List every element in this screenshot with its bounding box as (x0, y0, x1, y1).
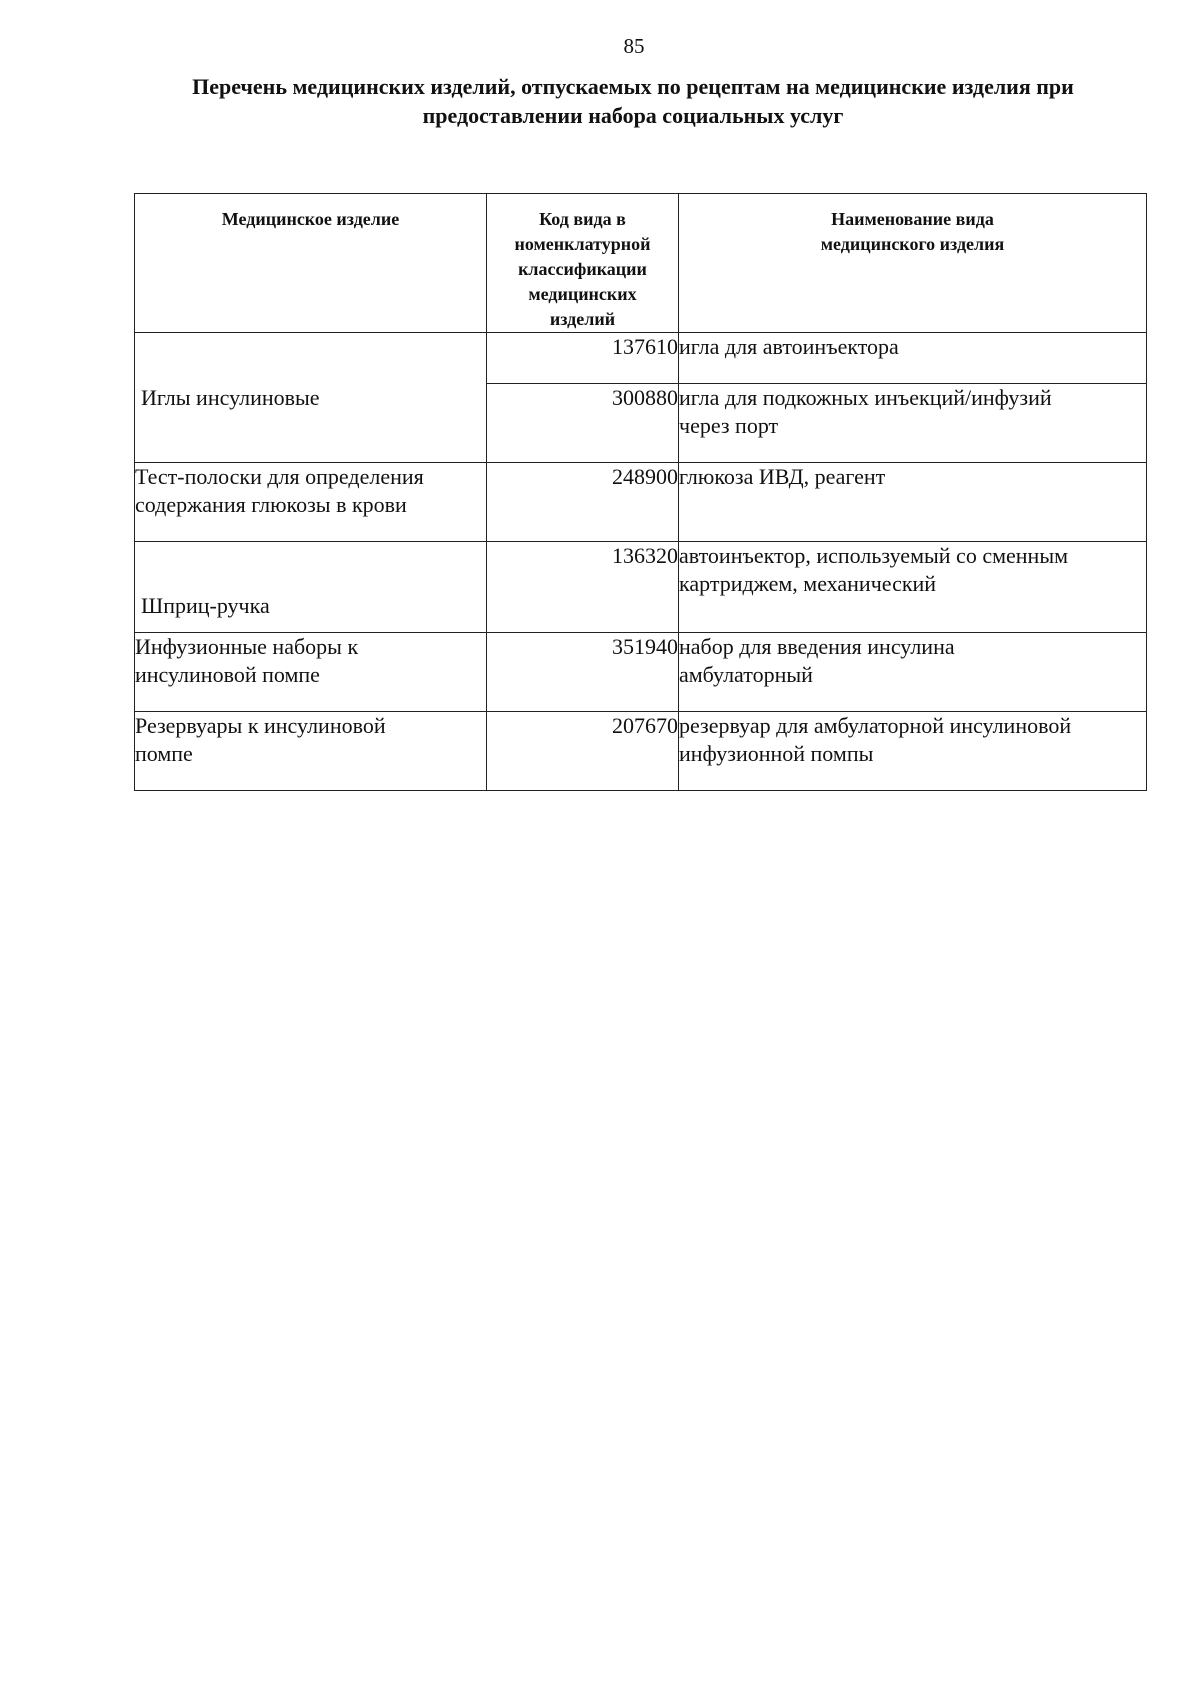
name-text: игла для автоинъектора (679, 334, 899, 359)
header-name (679, 194, 1147, 333)
name-cell (679, 463, 1147, 542)
device-text: Резервуары к инсулиновой (135, 713, 386, 738)
header-code-line: Код вида в (539, 209, 626, 229)
name-cell (679, 333, 1147, 384)
code-text: 207670 (612, 713, 678, 738)
header-code-line: медицинских (528, 284, 637, 304)
device-cell (135, 633, 487, 712)
code-text: 136320 (612, 543, 678, 568)
device-text: содержания глюкозы в крови (135, 492, 407, 517)
header-name-line: Наименование вида (831, 209, 994, 229)
name-cell (679, 542, 1147, 633)
name-text: через порт (679, 413, 779, 438)
device-text: Инфузионные наборы к (135, 634, 359, 659)
header-code-line: классификации (518, 259, 647, 279)
name-cell (679, 384, 1147, 463)
code-cell (487, 463, 679, 542)
device-cell (135, 542, 487, 633)
document-title-line-1: Перечень медицинских изделий, отпускаемых по рецептам на медицинские изделия при (192, 74, 1074, 99)
page-number: 85 (623, 34, 645, 58)
device-text: Тест-полоски для определения (135, 464, 424, 489)
name-text: картриджем, механический (679, 571, 937, 596)
table-header-row (135, 194, 1147, 333)
table-row (135, 333, 1147, 384)
medical-devices-table (134, 193, 1147, 791)
code-cell (487, 633, 679, 712)
header-code (487, 194, 679, 333)
device-text: инсулиновой помпе (135, 662, 320, 687)
name-text: автоинъектор, используемый со сменным (679, 543, 1069, 568)
header-device-text: Медицинское изделие (221, 209, 400, 229)
device-text: Шприц-ручка (141, 593, 270, 618)
code-text: 300880 (612, 385, 678, 410)
name-text: глюкоза ИВД, реагент (679, 464, 886, 489)
header-device (135, 194, 487, 333)
header-code-line: номенклатурной (514, 234, 651, 254)
code-cell (487, 384, 679, 463)
code-cell (487, 712, 679, 791)
device-cell (135, 712, 487, 791)
document-title (130, 72, 1136, 130)
name-cell (679, 712, 1147, 791)
device-text: Иглы инсулиновые (141, 384, 320, 410)
code-text: 137610 (612, 334, 678, 359)
code-cell (487, 542, 679, 633)
name-cell (679, 633, 1147, 712)
header-name-line: медицинского изделия (820, 234, 1005, 254)
header-code-line: изделий (549, 309, 616, 329)
name-text: игла для подкожных инъекций/инфузий (679, 385, 1052, 410)
table-row (135, 633, 1147, 712)
device-cell (135, 463, 487, 542)
table-row (135, 463, 1147, 542)
device-cell (135, 333, 487, 463)
name-text: резервуар для амбулаторной инсулиновой (679, 713, 1072, 738)
table-row (135, 712, 1147, 791)
name-text: набор для введения инсулина (679, 634, 955, 659)
table-row (135, 542, 1147, 633)
name-text: инфузионной помпы (679, 741, 874, 766)
document-title-line-2: предоставлении набора социальных услуг (422, 103, 844, 128)
code-text: 248900 (612, 464, 678, 489)
code-cell (487, 333, 679, 384)
name-text: амбулаторный (679, 662, 813, 687)
code-text: 351940 (612, 634, 678, 659)
device-text: помпе (135, 741, 193, 766)
